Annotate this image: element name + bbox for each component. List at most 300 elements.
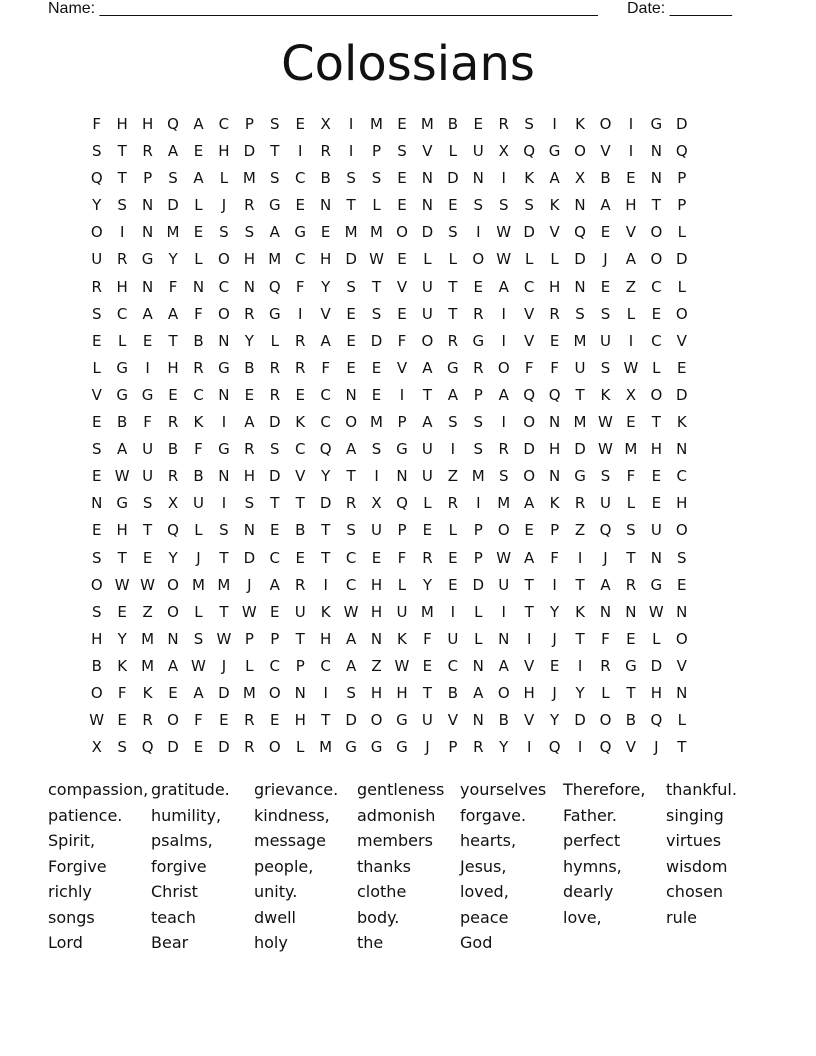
grid-letter[interactable]: H bbox=[141, 115, 154, 133]
grid-letter[interactable]: E bbox=[91, 521, 102, 540]
grid-letter[interactable]: V bbox=[396, 277, 408, 296]
grid-letter[interactable]: E bbox=[371, 385, 382, 404]
grid-letter[interactable]: F bbox=[295, 277, 305, 296]
grid-letter[interactable]: P bbox=[397, 521, 407, 540]
grid-letter[interactable]: H bbox=[91, 629, 103, 648]
grid-letter[interactable]: F bbox=[168, 277, 178, 296]
grid-letter[interactable]: S bbox=[448, 413, 458, 432]
grid-letter[interactable]: J bbox=[221, 196, 227, 215]
grid-letter[interactable]: P bbox=[550, 521, 560, 540]
grid-letter[interactable]: G bbox=[218, 358, 230, 377]
grid-letter[interactable]: L bbox=[397, 575, 407, 594]
grid-letter[interactable]: H bbox=[548, 277, 561, 296]
grid-letter[interactable]: U bbox=[574, 358, 586, 377]
grid-letter[interactable]: S bbox=[473, 440, 484, 459]
grid-letter[interactable]: A bbox=[244, 413, 255, 432]
grid-letter[interactable]: L bbox=[423, 250, 432, 269]
grid-letter[interactable]: O bbox=[497, 358, 510, 377]
grid-letter[interactable]: I bbox=[628, 115, 634, 133]
grid-letter[interactable]: T bbox=[295, 494, 305, 513]
grid-letter[interactable]: C bbox=[294, 250, 306, 269]
grid-letter[interactable]: S bbox=[117, 196, 127, 215]
grid-letter[interactable]: A bbox=[320, 331, 331, 350]
grid-letter[interactable]: F bbox=[194, 304, 203, 323]
grid-letter[interactable]: A bbox=[345, 629, 357, 648]
grid-letter[interactable]: N bbox=[218, 467, 230, 486]
grid-letter[interactable]: S bbox=[397, 142, 407, 161]
grid-letter[interactable]: R bbox=[447, 331, 459, 350]
grid-letter[interactable]: Y bbox=[321, 277, 331, 296]
grid-letter[interactable]: A bbox=[422, 413, 433, 432]
grid-letter[interactable]: L bbox=[372, 196, 381, 215]
grid-letter[interactable]: L bbox=[677, 711, 686, 730]
grid-letter[interactable]: Q bbox=[141, 738, 154, 757]
grid-letter[interactable]: E bbox=[549, 656, 560, 675]
grid-letter[interactable]: O bbox=[650, 250, 663, 269]
grid-letter[interactable]: O bbox=[650, 223, 663, 242]
grid-letter[interactable]: M bbox=[344, 223, 358, 242]
grid-letter[interactable]: C bbox=[218, 277, 230, 296]
grid-letter[interactable]: S bbox=[448, 223, 458, 242]
grid-letter[interactable]: N bbox=[625, 602, 637, 621]
grid-letter[interactable]: I bbox=[348, 115, 354, 133]
grid-letter[interactable]: T bbox=[448, 304, 458, 323]
grid-letter[interactable]: B bbox=[167, 440, 179, 459]
grid-letter[interactable]: R bbox=[244, 440, 255, 459]
grid-letter[interactable]: R bbox=[116, 250, 128, 269]
grid-letter[interactable]: K bbox=[549, 494, 560, 513]
grid-letter[interactable]: S bbox=[270, 115, 280, 133]
grid-letter[interactable]: O bbox=[497, 521, 510, 540]
grid-letter[interactable]: S bbox=[524, 115, 534, 133]
grid-letter[interactable]: W bbox=[89, 711, 105, 730]
grid-letter[interactable]: C bbox=[651, 277, 662, 296]
grid-letter[interactable]: B bbox=[498, 711, 509, 730]
grid-letter[interactable]: S bbox=[346, 169, 356, 188]
grid-letter[interactable]: E bbox=[91, 467, 102, 486]
grid-letter[interactable]: R bbox=[269, 385, 280, 404]
grid-letter[interactable]: L bbox=[448, 521, 458, 540]
grid-letter[interactable]: U bbox=[192, 494, 204, 513]
grid-letter[interactable]: C bbox=[294, 440, 306, 459]
grid-letter[interactable]: G bbox=[141, 250, 154, 269]
grid-letter[interactable]: D bbox=[472, 575, 485, 594]
grid-letter[interactable]: U bbox=[421, 467, 433, 486]
grid-letter[interactable]: E bbox=[117, 711, 127, 730]
grid-letter[interactable]: E bbox=[346, 331, 356, 350]
grid-letter[interactable]: C bbox=[269, 656, 281, 675]
grid-letter[interactable]: A bbox=[600, 575, 611, 594]
grid-letter[interactable]: R bbox=[345, 494, 357, 513]
grid-letter[interactable]: F bbox=[397, 548, 407, 567]
grid-letter[interactable]: R bbox=[320, 142, 331, 161]
grid-letter[interactable]: F bbox=[194, 711, 203, 730]
grid-letter[interactable]: T bbox=[321, 521, 331, 540]
grid-letter[interactable]: R bbox=[142, 142, 153, 161]
grid-letter[interactable]: M bbox=[242, 169, 256, 188]
grid-letter[interactable]: T bbox=[575, 385, 585, 404]
grid-letter[interactable]: V bbox=[524, 331, 535, 350]
grid-letter[interactable]: M bbox=[573, 413, 587, 432]
grid-letter[interactable]: E bbox=[270, 602, 280, 621]
grid-letter[interactable]: X bbox=[167, 494, 179, 513]
grid-letter[interactable]: F bbox=[194, 440, 203, 459]
grid-letter[interactable]: C bbox=[218, 115, 230, 133]
grid-letter[interactable]: A bbox=[269, 575, 280, 594]
grid-letter[interactable]: E bbox=[549, 331, 560, 350]
grid-letter[interactable]: Y bbox=[550, 602, 560, 621]
grid-letter[interactable]: M bbox=[420, 115, 434, 133]
grid-letter[interactable]: D bbox=[345, 250, 357, 269]
grid-letter[interactable]: I bbox=[298, 142, 303, 161]
grid-letter[interactable]: E bbox=[168, 683, 178, 702]
grid-letter[interactable]: R bbox=[167, 467, 179, 486]
grid-letter[interactable]: Q bbox=[548, 385, 561, 404]
grid-letter[interactable]: O bbox=[523, 467, 536, 486]
grid-letter[interactable]: I bbox=[221, 494, 227, 513]
grid-letter[interactable]: I bbox=[450, 440, 456, 459]
grid-letter[interactable]: V bbox=[524, 711, 535, 730]
grid-letter[interactable]: S bbox=[498, 467, 509, 486]
grid-letter[interactable]: H bbox=[396, 683, 408, 702]
grid-letter[interactable]: L bbox=[245, 656, 254, 675]
grid-letter[interactable]: W bbox=[114, 467, 130, 486]
grid-letter[interactable]: H bbox=[167, 358, 179, 377]
grid-letter[interactable]: H bbox=[650, 440, 662, 459]
grid-letter[interactable]: H bbox=[116, 521, 128, 540]
grid-letter[interactable]: G bbox=[447, 358, 459, 377]
grid-letter[interactable]: N bbox=[472, 169, 484, 188]
grid-letter[interactable]: K bbox=[117, 656, 128, 675]
grid-letter[interactable]: A bbox=[600, 196, 611, 215]
grid-letter[interactable]: T bbox=[626, 548, 636, 567]
grid-letter[interactable]: T bbox=[422, 683, 432, 702]
grid-letter[interactable]: T bbox=[295, 629, 305, 648]
grid-letter[interactable]: H bbox=[243, 467, 255, 486]
grid-letter[interactable]: W bbox=[140, 575, 156, 594]
grid-letter[interactable]: B bbox=[91, 656, 102, 675]
grid-letter[interactable]: V bbox=[625, 223, 637, 242]
grid-letter[interactable]: F bbox=[143, 413, 152, 432]
grid-letter[interactable]: A bbox=[498, 385, 509, 404]
grid-letter[interactable]: A bbox=[117, 440, 128, 459]
grid-letter[interactable]: K bbox=[320, 602, 331, 621]
grid-letter[interactable]: D bbox=[218, 683, 230, 702]
grid-letter[interactable]: U bbox=[91, 250, 103, 269]
grid-letter[interactable]: E bbox=[448, 575, 458, 594]
grid-letter[interactable]: Z bbox=[625, 277, 637, 296]
grid-letter[interactable]: K bbox=[676, 413, 687, 432]
grid-letter[interactable]: D bbox=[218, 738, 230, 757]
grid-letter[interactable]: M bbox=[471, 467, 485, 486]
grid-letter[interactable]: N bbox=[243, 521, 255, 540]
grid-letter[interactable]: T bbox=[219, 602, 229, 621]
grid-letter[interactable]: G bbox=[294, 223, 307, 242]
grid-letter[interactable]: F bbox=[524, 358, 534, 377]
grid-letter[interactable]: E bbox=[193, 223, 204, 242]
grid-letter[interactable]: O bbox=[90, 575, 103, 594]
grid-letter[interactable]: M bbox=[370, 115, 383, 133]
grid-letter[interactable]: W bbox=[394, 656, 410, 675]
grid-letter[interactable]: E bbox=[295, 115, 305, 133]
grid-letter[interactable]: H bbox=[370, 575, 383, 594]
grid-letter[interactable]: I bbox=[450, 602, 456, 621]
grid-letter[interactable]: N bbox=[599, 602, 612, 621]
grid-letter[interactable]: O bbox=[167, 711, 179, 730]
grid-letter[interactable]: O bbox=[675, 304, 688, 323]
grid-letter[interactable]: B bbox=[625, 711, 637, 730]
grid-letter[interactable]: J bbox=[196, 548, 201, 567]
grid-letter[interactable]: U bbox=[599, 331, 611, 350]
grid-letter[interactable]: B bbox=[447, 115, 458, 133]
grid-letter[interactable]: G bbox=[116, 358, 128, 377]
grid-letter[interactable]: A bbox=[524, 494, 535, 513]
grid-letter[interactable]: F bbox=[321, 358, 330, 377]
grid-letter[interactable]: E bbox=[473, 277, 484, 296]
grid-letter[interactable]: Y bbox=[117, 629, 127, 648]
grid-letter[interactable]: L bbox=[677, 277, 686, 296]
grid-letter[interactable]: R bbox=[422, 548, 433, 567]
grid-letter[interactable]: O bbox=[599, 711, 612, 730]
grid-letter[interactable]: M bbox=[141, 656, 155, 675]
grid-letter[interactable]: I bbox=[552, 115, 557, 133]
grid-letter[interactable]: S bbox=[371, 169, 382, 188]
grid-letter[interactable]: R bbox=[91, 277, 102, 296]
grid-letter[interactable]: R bbox=[498, 115, 509, 133]
grid-letter[interactable]: N bbox=[574, 277, 586, 296]
grid-letter[interactable]: L bbox=[652, 358, 661, 377]
grid-letter[interactable]: E bbox=[397, 115, 407, 133]
grid-letter[interactable]: N bbox=[421, 169, 434, 188]
grid-letter[interactable]: W bbox=[369, 250, 384, 269]
grid-letter[interactable]: Q bbox=[523, 385, 536, 404]
grid-letter[interactable]: I bbox=[501, 331, 506, 350]
grid-letter[interactable]: A bbox=[193, 169, 204, 188]
grid-letter[interactable]: L bbox=[296, 738, 305, 757]
grid-letter[interactable]: E bbox=[346, 358, 356, 377]
grid-letter[interactable]: V bbox=[524, 304, 535, 323]
grid-letter[interactable]: N bbox=[192, 277, 205, 296]
grid-letter[interactable]: A bbox=[345, 440, 357, 459]
grid-letter[interactable]: A bbox=[498, 277, 509, 296]
grid-letter[interactable]: A bbox=[549, 169, 560, 188]
grid-letter[interactable]: G bbox=[472, 331, 485, 350]
grid-letter[interactable]: V bbox=[396, 358, 408, 377]
grid-letter[interactable]: E bbox=[371, 358, 382, 377]
grid-letter[interactable]: Y bbox=[168, 250, 178, 269]
grid-letter[interactable]: R bbox=[295, 575, 306, 594]
grid-letter[interactable]: G bbox=[370, 738, 383, 757]
grid-letter[interactable]: O bbox=[650, 385, 663, 404]
grid-letter[interactable]: N bbox=[91, 494, 103, 513]
grid-letter[interactable]: W bbox=[241, 602, 257, 621]
grid-letter[interactable]: A bbox=[167, 304, 179, 323]
grid-letter[interactable]: E bbox=[651, 304, 662, 323]
grid-letter[interactable]: F bbox=[117, 683, 127, 702]
grid-letter[interactable]: D bbox=[269, 413, 281, 432]
grid-letter[interactable]: P bbox=[473, 521, 483, 540]
grid-letter[interactable]: U bbox=[421, 277, 433, 296]
grid-letter[interactable]: N bbox=[167, 629, 179, 648]
grid-letter[interactable]: Y bbox=[244, 331, 254, 350]
grid-letter[interactable]: W bbox=[496, 250, 512, 269]
grid-letter[interactable]: O bbox=[599, 115, 612, 133]
grid-letter[interactable]: I bbox=[476, 494, 481, 513]
grid-letter[interactable]: F bbox=[397, 331, 407, 350]
grid-letter[interactable]: T bbox=[422, 385, 432, 404]
grid-letter[interactable]: M bbox=[370, 223, 383, 242]
grid-letter[interactable]: E bbox=[168, 385, 178, 404]
grid-letter[interactable]: U bbox=[472, 142, 484, 161]
grid-letter[interactable]: W bbox=[496, 548, 512, 567]
grid-letter[interactable]: E bbox=[295, 548, 305, 567]
grid-letter[interactable]: I bbox=[476, 223, 481, 242]
grid-letter[interactable]: D bbox=[421, 223, 434, 242]
grid-letter[interactable]: N bbox=[472, 656, 484, 675]
grid-letter[interactable]: T bbox=[651, 196, 661, 215]
grid-letter[interactable]: L bbox=[677, 223, 686, 242]
grid-letter[interactable]: S bbox=[91, 548, 102, 567]
grid-letter[interactable]: E bbox=[270, 521, 280, 540]
grid-letter[interactable]: E bbox=[448, 196, 458, 215]
grid-letter[interactable]: U bbox=[421, 440, 433, 459]
grid-letter[interactable]: E bbox=[91, 331, 102, 350]
grid-letter[interactable]: S bbox=[473, 413, 484, 432]
grid-letter[interactable]: E bbox=[295, 196, 305, 215]
grid-letter[interactable]: Z bbox=[142, 602, 153, 621]
grid-letter[interactable]: B bbox=[193, 467, 204, 486]
grid-letter[interactable]: Q bbox=[319, 440, 332, 459]
grid-letter[interactable]: J bbox=[221, 656, 227, 675]
grid-letter[interactable]: A bbox=[167, 142, 179, 161]
grid-letter[interactable]: W bbox=[114, 575, 130, 594]
grid-letter[interactable]: J bbox=[552, 629, 557, 648]
grid-letter[interactable]: D bbox=[243, 142, 256, 161]
grid-letter[interactable]: T bbox=[626, 683, 636, 702]
grid-letter[interactable]: S bbox=[244, 223, 255, 242]
grid-letter[interactable]: A bbox=[473, 683, 484, 702]
grid-letter[interactable]: V bbox=[422, 142, 433, 161]
grid-letter[interactable]: L bbox=[474, 629, 483, 648]
grid-letter[interactable]: M bbox=[624, 440, 638, 459]
grid-letter[interactable]: V bbox=[91, 385, 102, 404]
grid-letter[interactable]: Q bbox=[167, 521, 179, 540]
grid-letter[interactable]: J bbox=[552, 683, 557, 702]
grid-letter[interactable]: O bbox=[370, 711, 383, 730]
grid-letter[interactable]: L bbox=[550, 250, 559, 269]
grid-letter[interactable]: V bbox=[600, 142, 611, 161]
grid-letter[interactable]: H bbox=[370, 683, 383, 702]
grid-letter[interactable]: T bbox=[346, 467, 356, 486]
grid-letter[interactable]: I bbox=[501, 169, 506, 188]
grid-letter[interactable]: G bbox=[268, 196, 281, 215]
grid-letter[interactable]: I bbox=[552, 575, 557, 594]
grid-letter[interactable]: F bbox=[626, 467, 636, 486]
grid-letter[interactable]: O bbox=[167, 602, 179, 621]
grid-letter[interactable]: Q bbox=[167, 115, 179, 133]
grid-letter[interactable]: C bbox=[523, 277, 535, 296]
grid-letter[interactable]: B bbox=[600, 169, 611, 188]
grid-letter[interactable]: E bbox=[193, 142, 204, 161]
grid-letter[interactable]: V bbox=[295, 467, 306, 486]
grid-letter[interactable]: N bbox=[243, 277, 255, 296]
grid-letter[interactable]: O bbox=[268, 738, 281, 757]
grid-letter[interactable]: T bbox=[651, 413, 661, 432]
grid-letter[interactable]: L bbox=[92, 358, 101, 377]
grid-letter[interactable]: S bbox=[142, 494, 153, 513]
grid-letter[interactable]: R bbox=[447, 494, 459, 513]
grid-letter[interactable]: G bbox=[116, 494, 128, 513]
grid-letter[interactable]: S bbox=[626, 521, 636, 540]
grid-letter[interactable]: D bbox=[319, 494, 332, 513]
grid-letter[interactable]: E bbox=[142, 548, 153, 567]
grid-letter[interactable]: I bbox=[323, 575, 328, 594]
grid-letter[interactable]: C bbox=[320, 385, 331, 404]
grid-letter[interactable]: P bbox=[270, 629, 280, 648]
grid-letter[interactable]: K bbox=[193, 413, 204, 432]
grid-letter[interactable]: E bbox=[448, 548, 458, 567]
grid-letter[interactable]: H bbox=[116, 277, 128, 296]
grid-letter[interactable]: I bbox=[577, 656, 583, 675]
grid-letter[interactable]: Q bbox=[599, 738, 612, 757]
grid-letter[interactable]: K bbox=[575, 602, 585, 621]
grid-letter[interactable]: R bbox=[498, 440, 509, 459]
grid-letter[interactable]: T bbox=[575, 629, 585, 648]
grid-letter[interactable]: X bbox=[498, 142, 509, 161]
grid-letter[interactable]: J bbox=[603, 250, 608, 269]
grid-letter[interactable]: D bbox=[650, 656, 663, 675]
grid-letter[interactable]: T bbox=[575, 575, 585, 594]
grid-letter[interactable]: U bbox=[599, 494, 611, 513]
grid-letter[interactable]: N bbox=[548, 467, 561, 486]
grid-letter[interactable]: D bbox=[676, 250, 688, 269]
grid-letter[interactable]: E bbox=[422, 656, 433, 675]
grid-letter[interactable]: E bbox=[219, 711, 229, 730]
grid-letter[interactable]: J bbox=[425, 738, 430, 757]
grid-letter[interactable]: I bbox=[348, 142, 354, 161]
grid-letter[interactable]: L bbox=[270, 331, 279, 350]
grid-letter[interactable]: O bbox=[167, 575, 179, 594]
grid-letter[interactable]: Y bbox=[168, 548, 178, 567]
grid-letter[interactable]: N bbox=[676, 602, 688, 621]
grid-letter[interactable]: I bbox=[323, 683, 328, 702]
grid-letter[interactable]: O bbox=[268, 683, 281, 702]
grid-letter[interactable]: R bbox=[473, 304, 484, 323]
grid-letter[interactable]: E bbox=[626, 629, 636, 648]
grid-letter[interactable]: S bbox=[575, 304, 585, 323]
grid-letter[interactable]: U bbox=[498, 575, 510, 594]
grid-letter[interactable]: P bbox=[677, 196, 687, 215]
grid-letter[interactable]: Q bbox=[599, 521, 612, 540]
grid-letter[interactable]: V bbox=[625, 738, 637, 757]
grid-letter[interactable]: R bbox=[244, 711, 255, 730]
grid-letter[interactable]: O bbox=[523, 413, 536, 432]
grid-letter[interactable]: I bbox=[298, 304, 303, 323]
grid-letter[interactable]: B bbox=[447, 683, 458, 702]
grid-letter[interactable]: U bbox=[142, 440, 154, 459]
grid-letter[interactable]: C bbox=[320, 656, 331, 675]
grid-letter[interactable]: C bbox=[345, 575, 357, 594]
grid-letter[interactable]: V bbox=[524, 656, 535, 675]
grid-letter[interactable]: W bbox=[216, 629, 232, 648]
grid-letter[interactable]: O bbox=[497, 683, 510, 702]
grid-letter[interactable]: H bbox=[548, 440, 561, 459]
grid-letter[interactable]: E bbox=[295, 385, 305, 404]
grid-letter[interactable]: D bbox=[574, 250, 586, 269]
grid-letter[interactable]: T bbox=[524, 602, 534, 621]
grid-letter[interactable]: R bbox=[244, 196, 255, 215]
grid-letter[interactable]: R bbox=[269, 358, 280, 377]
